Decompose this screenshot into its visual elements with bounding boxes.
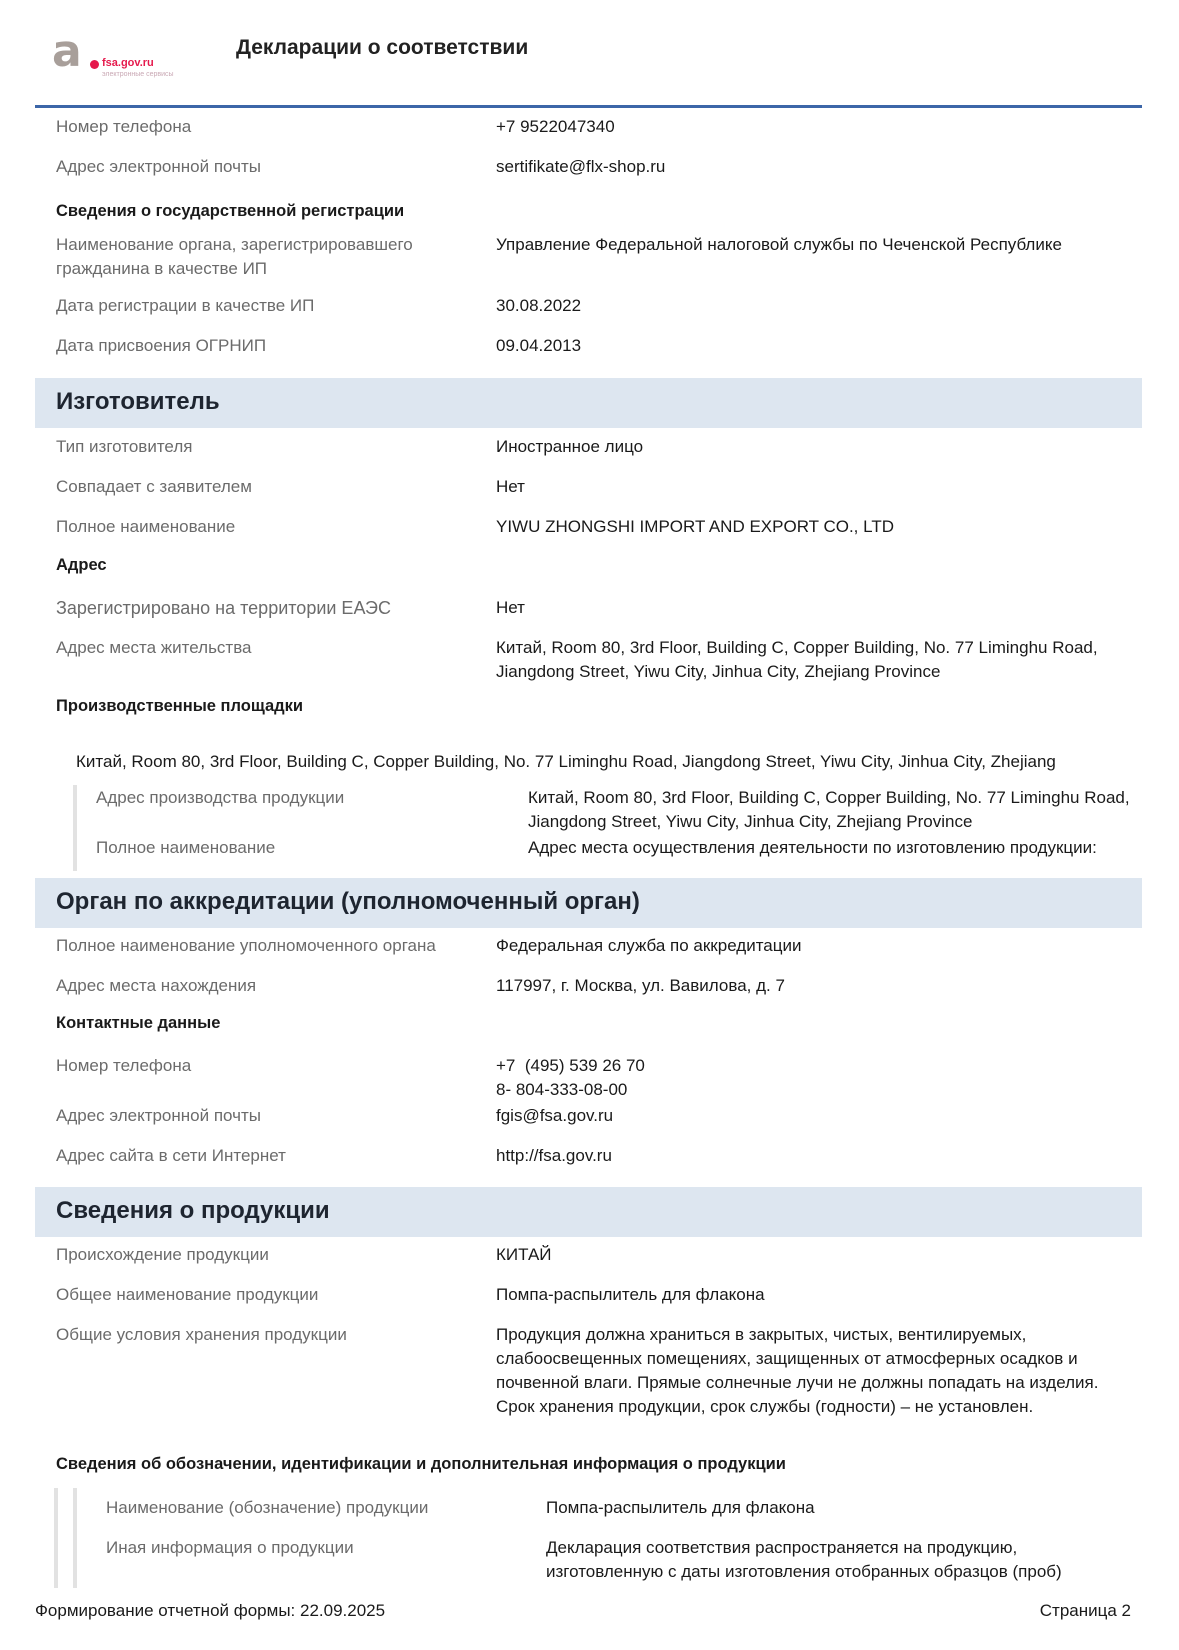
subheading-address: Адрес (56, 556, 107, 574)
field-label: Адрес места жительства (56, 638, 252, 657)
field-row-manufacturer-type (56, 435, 1139, 459)
field-value: Китай, Room 80, 3rd Floor, Building C, Copper Building, No. 77 Liminghu Road, Jiangdong Street, Yiwu City, Jinhua City, Zhejiang Province (528, 788, 1130, 831)
field-value: Помпа-распылитель для флакона (546, 1498, 815, 1517)
field-value: Управление Федеральной налоговой службы по Чеченской Республике (496, 235, 1062, 254)
section-manufacturer (35, 378, 1142, 428)
email-link[interactable]: fgis@fsa.gov.ru (496, 1106, 614, 1125)
field-label: Полное наименование уполномоченного органа (56, 936, 436, 955)
field-label: Общее наименование продукции (56, 1285, 319, 1304)
field-row-authority-address (56, 974, 1139, 998)
field-value: Адрес места осуществления деятельности по изготовлению продукции: (528, 838, 1097, 857)
subheading-state-registration: Сведения о государственной регистрации (56, 202, 405, 220)
section-title: Изготовитель (56, 388, 220, 415)
field-label: Зарегистрировано на территории ЕАЭС (56, 598, 391, 618)
field-value: Помпа-распылитель для флакона (496, 1285, 765, 1304)
field-label: Наименование (обозначение) продукции (106, 1498, 429, 1517)
field-label: Адрес электронной почты (56, 1106, 261, 1125)
field-value: Нет (496, 598, 525, 617)
field-label: Тип изготовителя (56, 437, 193, 456)
website-link[interactable]: http://fsa.gov.ru (496, 1146, 612, 1165)
field-label: Совпадает с заявителем (56, 477, 252, 496)
phone-secondary: 8- 804-333-08-00 (496, 1080, 628, 1099)
field-row-origin (56, 1243, 1139, 1267)
field-row-residence-address (56, 636, 1139, 684)
field-value: Иностранное лицо (496, 437, 644, 456)
fsa-logo[interactable] (52, 26, 192, 82)
field-label: Происхождение продукции (56, 1245, 269, 1264)
report-generation-date: Формирование отчетной формы: 22.09.2025 (35, 1601, 386, 1620)
section-product (35, 1187, 1142, 1237)
field-row-product-designation (106, 1496, 1131, 1520)
field-value: Федеральная служба по аккредитации (496, 936, 802, 955)
field-label: Номер телефона (56, 1056, 192, 1075)
field-row-phone (56, 115, 1139, 139)
section-title: Сведения о продукции (56, 1197, 330, 1224)
field-label: Адрес сайта в сети Интернет (56, 1146, 286, 1165)
field-row-authority-name (56, 934, 1139, 958)
field-label: Общие условия хранения продукции (56, 1325, 347, 1344)
field-row-registration-date (56, 294, 1139, 318)
page-header (0, 0, 1179, 110)
field-row-matches-applicant (56, 475, 1139, 499)
header-divider (35, 105, 1142, 108)
production-site-address: Китай, Room 80, 3rd Floor, Building C, Copper Building, No. 77 Liminghu Road, Jiangdong Street, Yiwu City, Jinhua City, Zhejiang (76, 752, 1056, 771)
field-value: YIWU ZHONGSHI IMPORT AND EXPORT CO., LTD (496, 517, 894, 536)
field-value: 117997, г. Москва, ул. Вавилова, д. 7 (496, 976, 785, 995)
field-row-site-full-name (96, 836, 1179, 860)
field-row-email (56, 155, 1139, 179)
field-row-other-info (106, 1536, 1131, 1584)
field-row-storage-conditions (56, 1323, 1139, 1443)
logo-a-icon: а (52, 26, 82, 77)
field-value: +7 9522047340 (496, 117, 615, 136)
field-label: Адрес места нахождения (56, 976, 257, 995)
subheading-contacts: Контактные данные (56, 1014, 221, 1032)
field-value: sertifikate@flx-shop.ru (496, 157, 666, 176)
logo-text: fsa.gov.ru (102, 57, 154, 69)
field-row-ogrnip-date (56, 334, 1139, 358)
field-label: Полное наименование (56, 517, 236, 536)
page-number: Страница 2 (1039, 1601, 1131, 1620)
logo-subtitle: электронные сервисы (102, 71, 174, 78)
nested-indent-bar (73, 785, 77, 871)
phone-primary: +7 (495) 539 26 70 (496, 1056, 645, 1075)
field-row-authority-phone (56, 1054, 1139, 1102)
field-label: Полное наименование (96, 838, 276, 857)
field-value: 30.08.2022 (496, 296, 582, 315)
field-row-full-name (56, 515, 1139, 539)
field-label: Дата регистрации в качестве ИП (56, 296, 315, 315)
nested-indent-bar (73, 1488, 77, 1588)
field-value: Продукция должна храниться в закрытых, чистых, вентилируемых, слабоосвещенных помещениях, защищенных от атмосферных осадков и почвенной влаги. Прямые солнечные лучи не должны попадать на изделия. Срок хранения продукции, срок службы (годности) – не установлен. (496, 1325, 1099, 1416)
field-row-authority-email (56, 1104, 1139, 1128)
field-row-registering-body (56, 233, 1139, 281)
field-label: Адрес производства продукции (96, 788, 345, 807)
field-row-product-name (56, 1283, 1139, 1307)
field-label: Адрес электронной почты (56, 157, 261, 176)
logo-dot-icon (90, 60, 99, 69)
field-label: Номер телефона (56, 117, 192, 136)
field-label: Дата присвоения ОГРНИП (56, 336, 267, 355)
field-row-authority-website (56, 1144, 1139, 1168)
field-value: Декларация соответствия распространяется на продукцию, изготовленную с даты изготовления отобранных образцов (проб) (546, 1538, 1062, 1581)
page-title: Декларации о соответствии (236, 36, 529, 59)
subheading-identification: Сведения об обозначении, идентификации и дополнительная информация о продукции (56, 1455, 786, 1473)
field-value (496, 1054, 1139, 1102)
section-title: Орган по аккредитации (уполномоченный орган) (56, 888, 640, 915)
field-label: Наименование органа, зарегистрировавшего гражданина в качестве ИП (56, 235, 413, 278)
field-row-eaeu-registered (56, 596, 1139, 620)
field-value: Китай, Room 80, 3rd Floor, Building C, Copper Building, No. 77 Liminghu Road, Jiangdong Street, Yiwu City, Jinhua City, Zhejiang Province (496, 638, 1098, 681)
field-value: КИТАЙ (496, 1245, 552, 1264)
field-value: 09.04.2013 (496, 336, 582, 355)
subheading-production-sites: Производственные площадки (56, 697, 304, 715)
field-label: Иная информация о продукции (106, 1538, 354, 1557)
field-row-production-address (96, 786, 1139, 834)
nested-indent-bar (54, 1488, 58, 1588)
section-accreditation (35, 878, 1142, 928)
field-value: Нет (496, 477, 525, 496)
